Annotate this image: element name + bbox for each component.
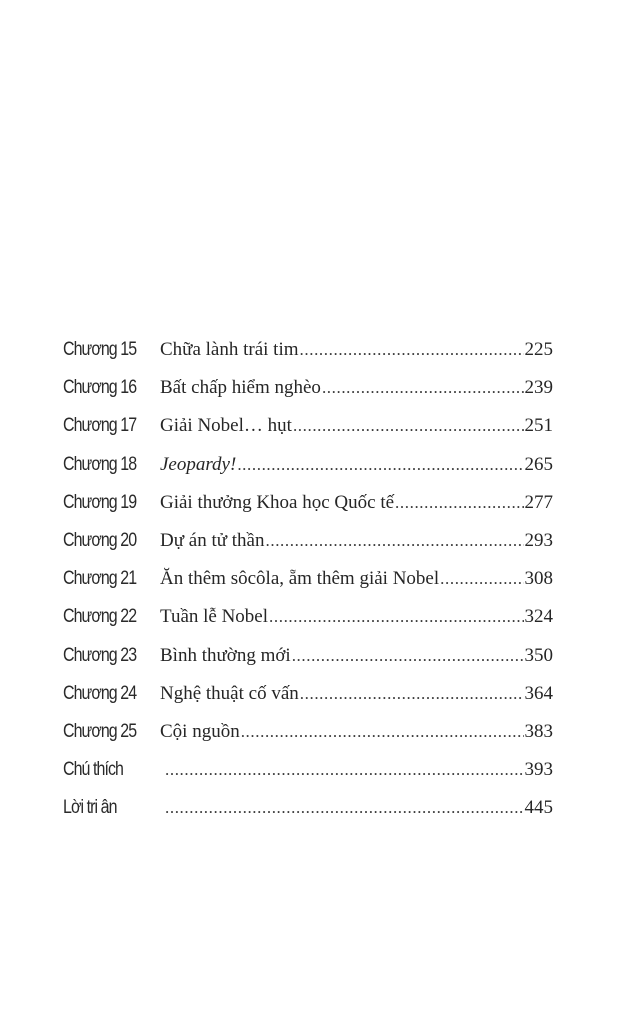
toc-entry (63, 331, 553, 369)
dot-leader (300, 675, 524, 713)
chapter-label: Chương 20 (63, 529, 137, 551)
dot-leader (237, 446, 523, 484)
toc-entry (63, 675, 553, 713)
table-of-contents (63, 331, 553, 827)
dot-leader (266, 522, 524, 560)
chapter-title: Jeopardy! (160, 453, 237, 475)
page-number: 350 (524, 644, 553, 666)
toc-entry (63, 713, 553, 751)
chapter-title: Bình thường mới (160, 644, 291, 666)
page-number: 383 (524, 720, 553, 742)
chapter-label: Chương 16 (63, 377, 137, 399)
toc-entry (63, 637, 553, 675)
page-number: 445 (524, 797, 553, 819)
section-label: Chú thích (63, 759, 124, 781)
page-number: 239 (524, 377, 553, 399)
chapter-title: Giải Nobel… hụt (160, 415, 292, 437)
chapter-label: Chương 25 (63, 720, 137, 742)
page-number: 251 (524, 415, 553, 437)
dot-leader (241, 713, 524, 751)
toc-entry (63, 560, 553, 598)
page-number: 308 (524, 568, 553, 590)
chapter-label: Chương 23 (63, 644, 137, 666)
dot-leader (440, 560, 523, 598)
dot-leader (395, 484, 523, 522)
page-number: 324 (524, 606, 553, 628)
toc-entry (63, 522, 553, 560)
dot-leader (269, 598, 523, 636)
dot-leader (293, 407, 524, 445)
toc-entry-notes (63, 751, 553, 789)
chapter-label: Chương 21 (63, 568, 137, 590)
toc-entry (63, 369, 553, 407)
page-number: 277 (524, 491, 553, 513)
toc-entry (63, 484, 553, 522)
chapter-label: Chương 18 (63, 453, 137, 475)
page-number: 393 (524, 759, 553, 781)
page-number: 293 (524, 529, 553, 551)
chapter-title: Ăn thêm sôcôla, ẵm thêm giải Nobel (160, 568, 440, 590)
page-number: 364 (524, 682, 553, 704)
chapter-label: Chương 15 (63, 339, 137, 360)
chapter-title: Dự án tử thần (160, 529, 265, 551)
chapter-title: Tuần lễ Nobel (160, 606, 269, 628)
dot-leader (292, 637, 524, 675)
chapter-label: Chương 17 (63, 415, 137, 437)
toc-entry (63, 407, 553, 445)
chapter-title: Chữa lành trái tim (160, 339, 299, 360)
chapter-label: Chương 19 (63, 491, 137, 513)
dot-leader (300, 331, 524, 369)
page-number: 225 (524, 339, 553, 360)
dot-leader (322, 369, 524, 407)
dot-leader (165, 751, 524, 789)
toc-entry-acknowledgements (63, 789, 553, 827)
dot-leader (165, 789, 524, 827)
toc-entry (63, 446, 553, 484)
page-number: 265 (524, 453, 553, 475)
chapter-title: Cội nguồn (160, 720, 240, 742)
chapter-title: Nghệ thuật cố vấn (160, 682, 299, 704)
toc-entry (63, 598, 553, 636)
chapter-title: Bất chấp hiểm nghèo (160, 377, 321, 399)
section-label: Lời tri ân (63, 797, 117, 819)
chapter-label: Chương 22 (63, 606, 137, 628)
chapter-title: Giải thưởng Khoa học Quốc tế (160, 491, 395, 513)
chapter-label: Chương 24 (63, 682, 137, 704)
